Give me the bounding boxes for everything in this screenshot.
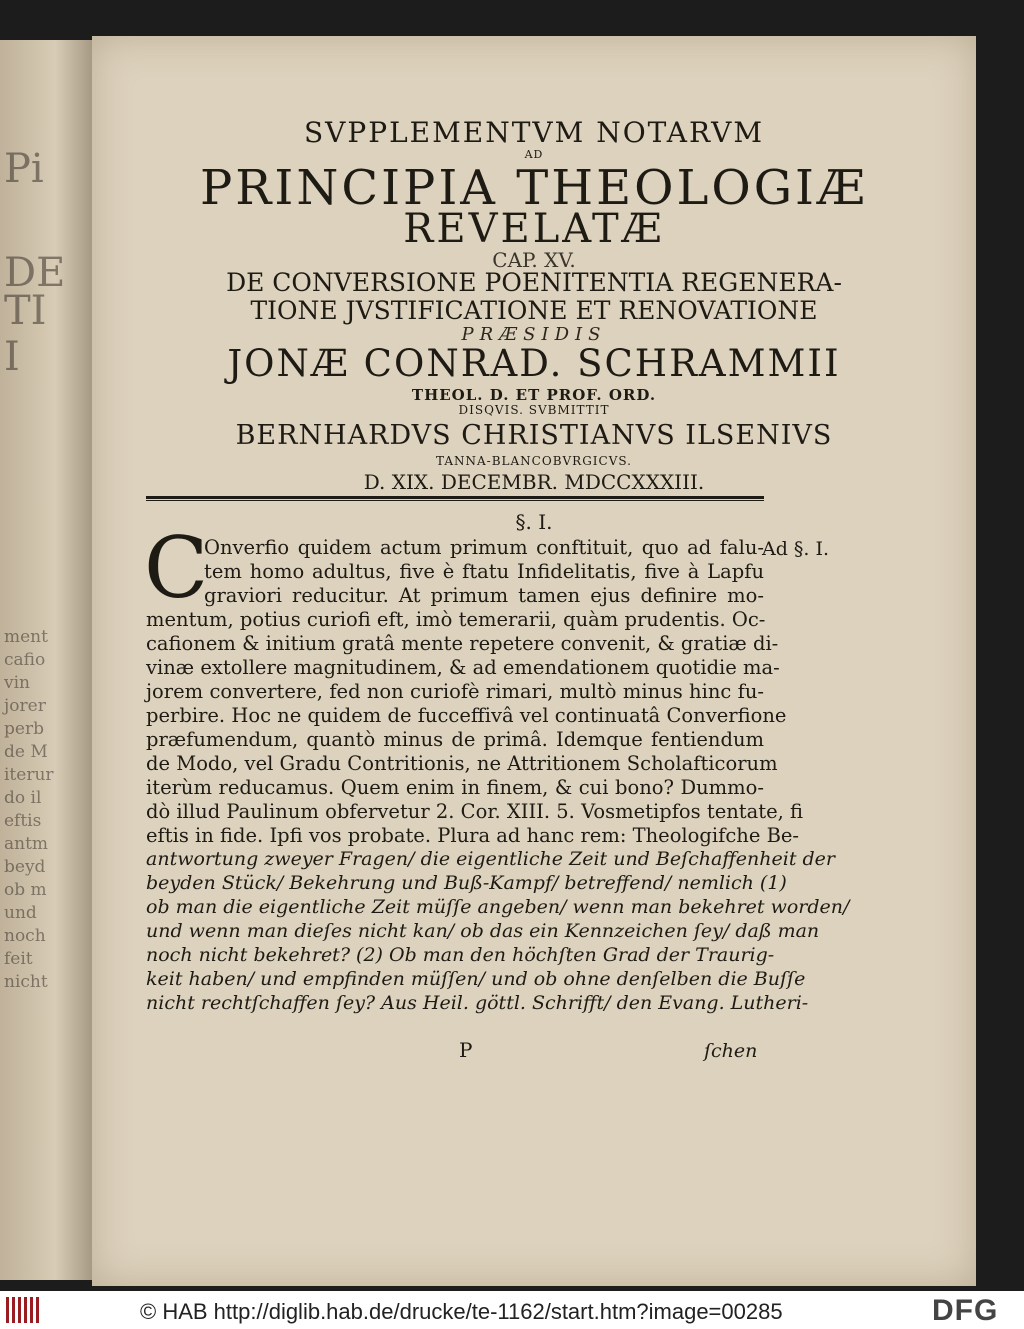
title-line-3: REVELATÆ xyxy=(403,206,665,252)
text-line: eftis in fide. Ipfi vos probate. Plura ad hanc rem: Theologifche Be- xyxy=(146,824,800,847)
text-line: dò illud Paulinum obfervetur 2. Cor. XIII. 5. Vosmetipfos tentate, fi xyxy=(146,800,804,823)
prev-page-fragment: do il xyxy=(4,788,42,808)
text-line: mentum, potius curiofi eft, imò temerarii, quàm prudentis. Oc- xyxy=(146,608,766,631)
text-line: cafionem & initium gratâ mente repetere convenit, & gratiæ di- xyxy=(146,632,779,655)
president-title: THEOL. D. ET PROF. ORD. xyxy=(411,386,657,404)
text-line: Onverfio quidem actum primum conftituit, quo ad falu- xyxy=(204,536,764,559)
text-line: keit haben/ und empfinden müſſen/ und ob ohne denſelben die Buſſe xyxy=(146,968,806,990)
text-line: præfumendum, quantò minus de primâ. Idemque fentiendum xyxy=(146,728,764,751)
title-line-4: DE CONVERSIONE POENITENTIA REGENERA- xyxy=(226,268,842,297)
prev-page-fragment: iterur xyxy=(4,765,54,785)
prev-page-fragment: perb xyxy=(4,719,44,739)
prev-page-fragment: noch xyxy=(4,926,46,946)
prev-page-fragment: feit xyxy=(4,949,33,969)
prev-page-fragment: DE xyxy=(4,250,66,296)
prev-page-fragment: ob m xyxy=(4,880,47,900)
prev-page-fragment: ment xyxy=(4,627,48,647)
respondent-origin: TANNA-BLANCOBVRGICVS. xyxy=(435,454,632,468)
title-rule-thin xyxy=(146,500,764,501)
text-line: tem homo adultus, five è ftatu Infidelitatis, five à Lapfu xyxy=(204,560,764,583)
catchword: ſchen xyxy=(704,1040,758,1062)
signature-mark: P xyxy=(459,1038,473,1062)
copyright-link[interactable]: © HAB http://diglib.hab.de/drucke/te-1162/start.htm?image=00285 xyxy=(140,1299,783,1324)
prev-page-fragment: eftis xyxy=(4,811,42,831)
text-line: beyden Stück/ Bekehrung und Buß-Kampf/ betreffend/ nemlich (1) xyxy=(146,872,787,894)
text-line: noch nicht bekehret? (2) Ob man den höchſten Grad der Traurig- xyxy=(146,944,775,966)
text-line: ob man die eigentliche Zeit müſſe angeben/ wenn man bekehret worden/ xyxy=(146,896,850,918)
text-line: jorem convertere, fed non curiofè rimari, multò minus hinc fu- xyxy=(146,680,764,703)
president-name: JONÆ CONRAD. SCHRAMMII xyxy=(227,342,841,385)
prev-page-fragment: und xyxy=(4,903,37,923)
text-line: und wenn man dieſes nicht kan/ ob das ein Kennzeichen ſey/ daß man xyxy=(146,920,820,942)
prev-page-fragment: TI xyxy=(4,288,47,334)
text-line: de Modo, vel Gradu Contritionis, ne Attritionem Scholafticorum xyxy=(146,752,778,775)
prev-page-fragment: Pi xyxy=(4,146,44,192)
prev-page-fragment: de M xyxy=(4,742,48,762)
prev-page-fragment: jorer xyxy=(4,696,46,716)
previous-page-edge xyxy=(0,40,92,1280)
prev-page-fragment: beyd xyxy=(4,857,46,877)
library-logo-icon xyxy=(6,1297,40,1323)
prev-page-fragment: vin xyxy=(4,673,30,693)
text-line: nicht rechtſchaffen ſey? Aus Heil. göttl. Schrifft/ den Evang. Lutheri- xyxy=(146,992,809,1014)
book-page xyxy=(92,36,976,1286)
title-ad: AD xyxy=(524,148,544,161)
prev-page-fragment: I xyxy=(4,334,20,380)
viewer-footer xyxy=(0,1291,1024,1329)
text-line: perbire. Hoc ne quidem de fucceffivâ vel continuatâ Converfione xyxy=(146,704,787,727)
title-line-5: TIONE JVSTIFICATIONE ET RENOVATIONE xyxy=(250,296,818,325)
margin-note: Ad §. I. xyxy=(762,538,830,560)
prev-page-fragment: cafio xyxy=(4,650,46,670)
text-line: graviori reducitur. At primum tamen ejus definire mo- xyxy=(204,584,764,607)
title-line-2: PRINCIPIA THEOLOGIÆ xyxy=(199,160,869,216)
chapter-label: CAP. XV. xyxy=(492,248,576,272)
drop-cap: C xyxy=(144,519,209,617)
praesidis-label: PRÆSIDIS xyxy=(461,324,607,345)
title-line-1: SVPPLEMENTVM NOTARVM xyxy=(304,116,764,149)
prev-page-fragment: antm xyxy=(4,834,49,854)
section-number: §. I. xyxy=(515,510,553,534)
prev-page-fragment: nicht xyxy=(4,972,48,992)
disputation-date: D. XIX. DECEMBR. MDCCXXXIII. xyxy=(363,470,705,494)
respondent-name: BERNHARDVS CHRISTIANVS ILSENIVS xyxy=(235,420,833,451)
title-rule xyxy=(146,496,764,499)
text-line: antwortung zweyer Fragen/ die eigentliche Zeit und Beſchaffenheit der xyxy=(146,848,836,870)
dfg-logo: DFG xyxy=(932,1294,999,1327)
text-line: vinæ extollere magnitudinem, & ad emendationem quotidie ma- xyxy=(146,656,780,679)
text-line: iterùm reducamus. Quem enim in finem, & cui bono? Dummo- xyxy=(146,776,764,799)
disquisition-label: DISQVIS. SVBMITTIT xyxy=(458,403,610,417)
